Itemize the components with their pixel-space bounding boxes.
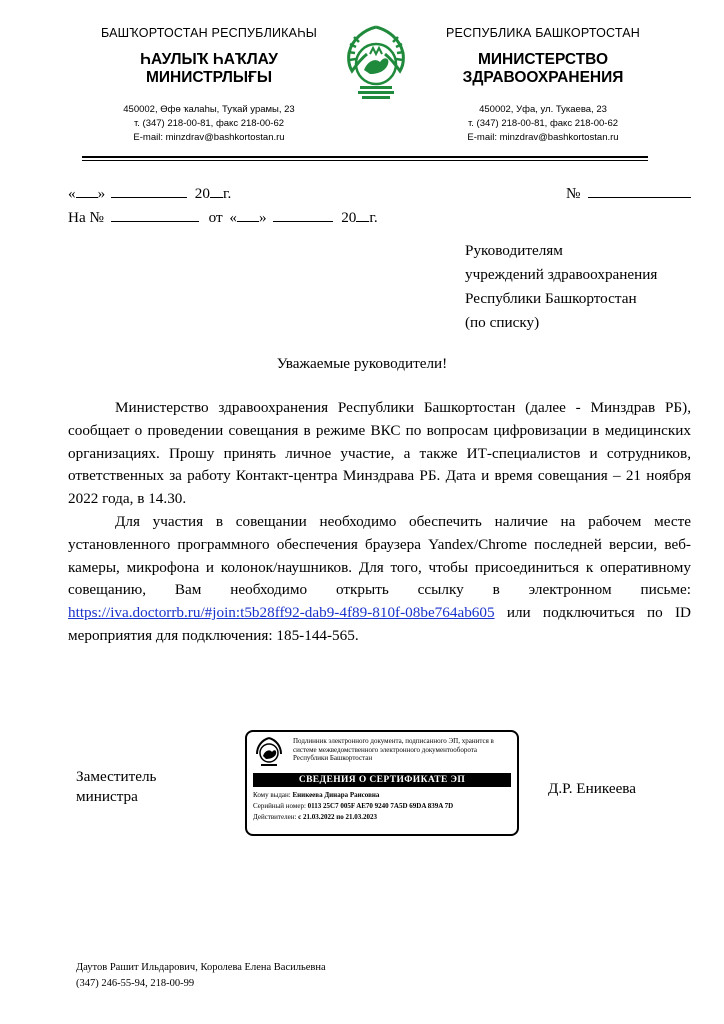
- letter-body: [68, 397, 691, 648]
- meeting-link[interactable]: https://iva.doctorrb.ru/#join:t5b28ff92-dab9-4f89-810f-08be764ab605: [68, 604, 495, 622]
- footer-executors: Даутов Рашит Ильдарович, Королева Елена Васильевна (347) 246-55-94, 218-00-99: [76, 962, 326, 989]
- year-blank: [210, 185, 223, 198]
- header-right-republic: РЕСПУБЛИКА БАШКОРТОСТАН: [445, 26, 641, 40]
- number-blank: [588, 185, 691, 198]
- header-right-contacts: 450002, Уфа, ул. Тукаева, 23 т. (347) 218-00-81, факс 218-00-62 E-mail: minzdrav@bashkortostan.ru: [467, 104, 619, 143]
- ref-day-blank: [237, 209, 259, 222]
- stamp-valid-row: Действителен: с 21.03.2022 по 21.03.2023: [253, 813, 378, 821]
- stamp-emblem-icon: [253, 736, 287, 770]
- month-blank: [111, 185, 187, 198]
- stamp-title: СВЕДЕНИЯ О СЕРТИФИКАТЕ ЭП: [253, 773, 511, 787]
- outgoing-number-line: №: [566, 183, 691, 204]
- reference-line: На № от « » 20 г.: [68, 209, 378, 226]
- header-left-contacts: 450002, Өфө ҡалаһы, Туҡай урамы, 23 т. (347) 218-00-81, факс 218-00-62 E-mail: minzdrav@bashkortostan.ru: [123, 104, 295, 143]
- signer-position: Заместитель министра: [76, 768, 157, 805]
- ref-month-blank: [273, 209, 333, 222]
- outgoing-date-line: « » 20 г.: [68, 185, 232, 202]
- greeting: Уважаемые руководители!: [276, 355, 448, 372]
- stamp-note: Подлинник электронного документа, подписанного ЭП, хранится в системе межведомственного электронного документооборота Республики Башкортостан: [293, 737, 494, 762]
- header-divider-thick: [82, 156, 648, 158]
- signer-name: Д.Р. Еникеева: [548, 780, 637, 797]
- header-left-block: [78, 26, 340, 145]
- ref-year-blank: [356, 209, 369, 222]
- ref-number-blank: [111, 209, 199, 222]
- header-divider-thin: [82, 160, 648, 161]
- e-signature-stamp: [245, 730, 519, 836]
- header-right-block: [412, 26, 674, 145]
- bashkortostan-emblem-icon: [340, 24, 412, 104]
- addressee-block: Руководителям учреждений здравоохранения Республики Башкортостан (по списку): [465, 242, 658, 331]
- day-blank: [76, 185, 98, 198]
- stamp-serial-row: Серийный номер: 0113 25C7 005F AE70 9240 7A5D 69DA 839A 7D: [253, 802, 454, 810]
- header-left-republic: БАШҠОРТОСТАН РЕСПУБЛИКАҺЫ: [101, 26, 317, 40]
- body-paragraph-2: Для участия в совещании необходимо обеспечить наличие на рабочем месте установленного программного обеспечения браузера Yandex/Chrome последней версии, веб-камеры, микрофона и колонок/наушников. Для того, чтобы присоединиться к оперативному совещанию, Вам необходимо открыть ссылку в электронном письме: https://iva.doctorrb.ru/#join:t5b28ff92-dab9-4f89-810f-08be764ab605 или подключиться по ID мероприятия для подключения: 185-144-565.: [68, 512, 691, 644]
- stamp-issued-row: Кому выдан: Еникеева Динара Раисовна: [253, 791, 380, 799]
- header-right-ministry: МИНИСТЕРСТВО ЗДРАВООХРАНЕНИЯ: [462, 51, 624, 86]
- header-left-ministry: ҺАУЛЫҠ ҺАҠЛАУ МИНИСТРЛЫҒЫ: [140, 51, 278, 86]
- body-paragraph-1: Министерство здравоохранения Республики Башкортостан (далее - Минздрав РБ), сообщает о проведении совещания в режиме ВКС по вопросам цифровизации в медицинских организациях. Прошу принять личное участие, а также ИТ-специалистов и сотрудников, ответственных за работу Контакт-центра Минздрава РБ. Дата и время совещания – 21 ноября 2022 года, в 14.30.: [68, 399, 691, 508]
